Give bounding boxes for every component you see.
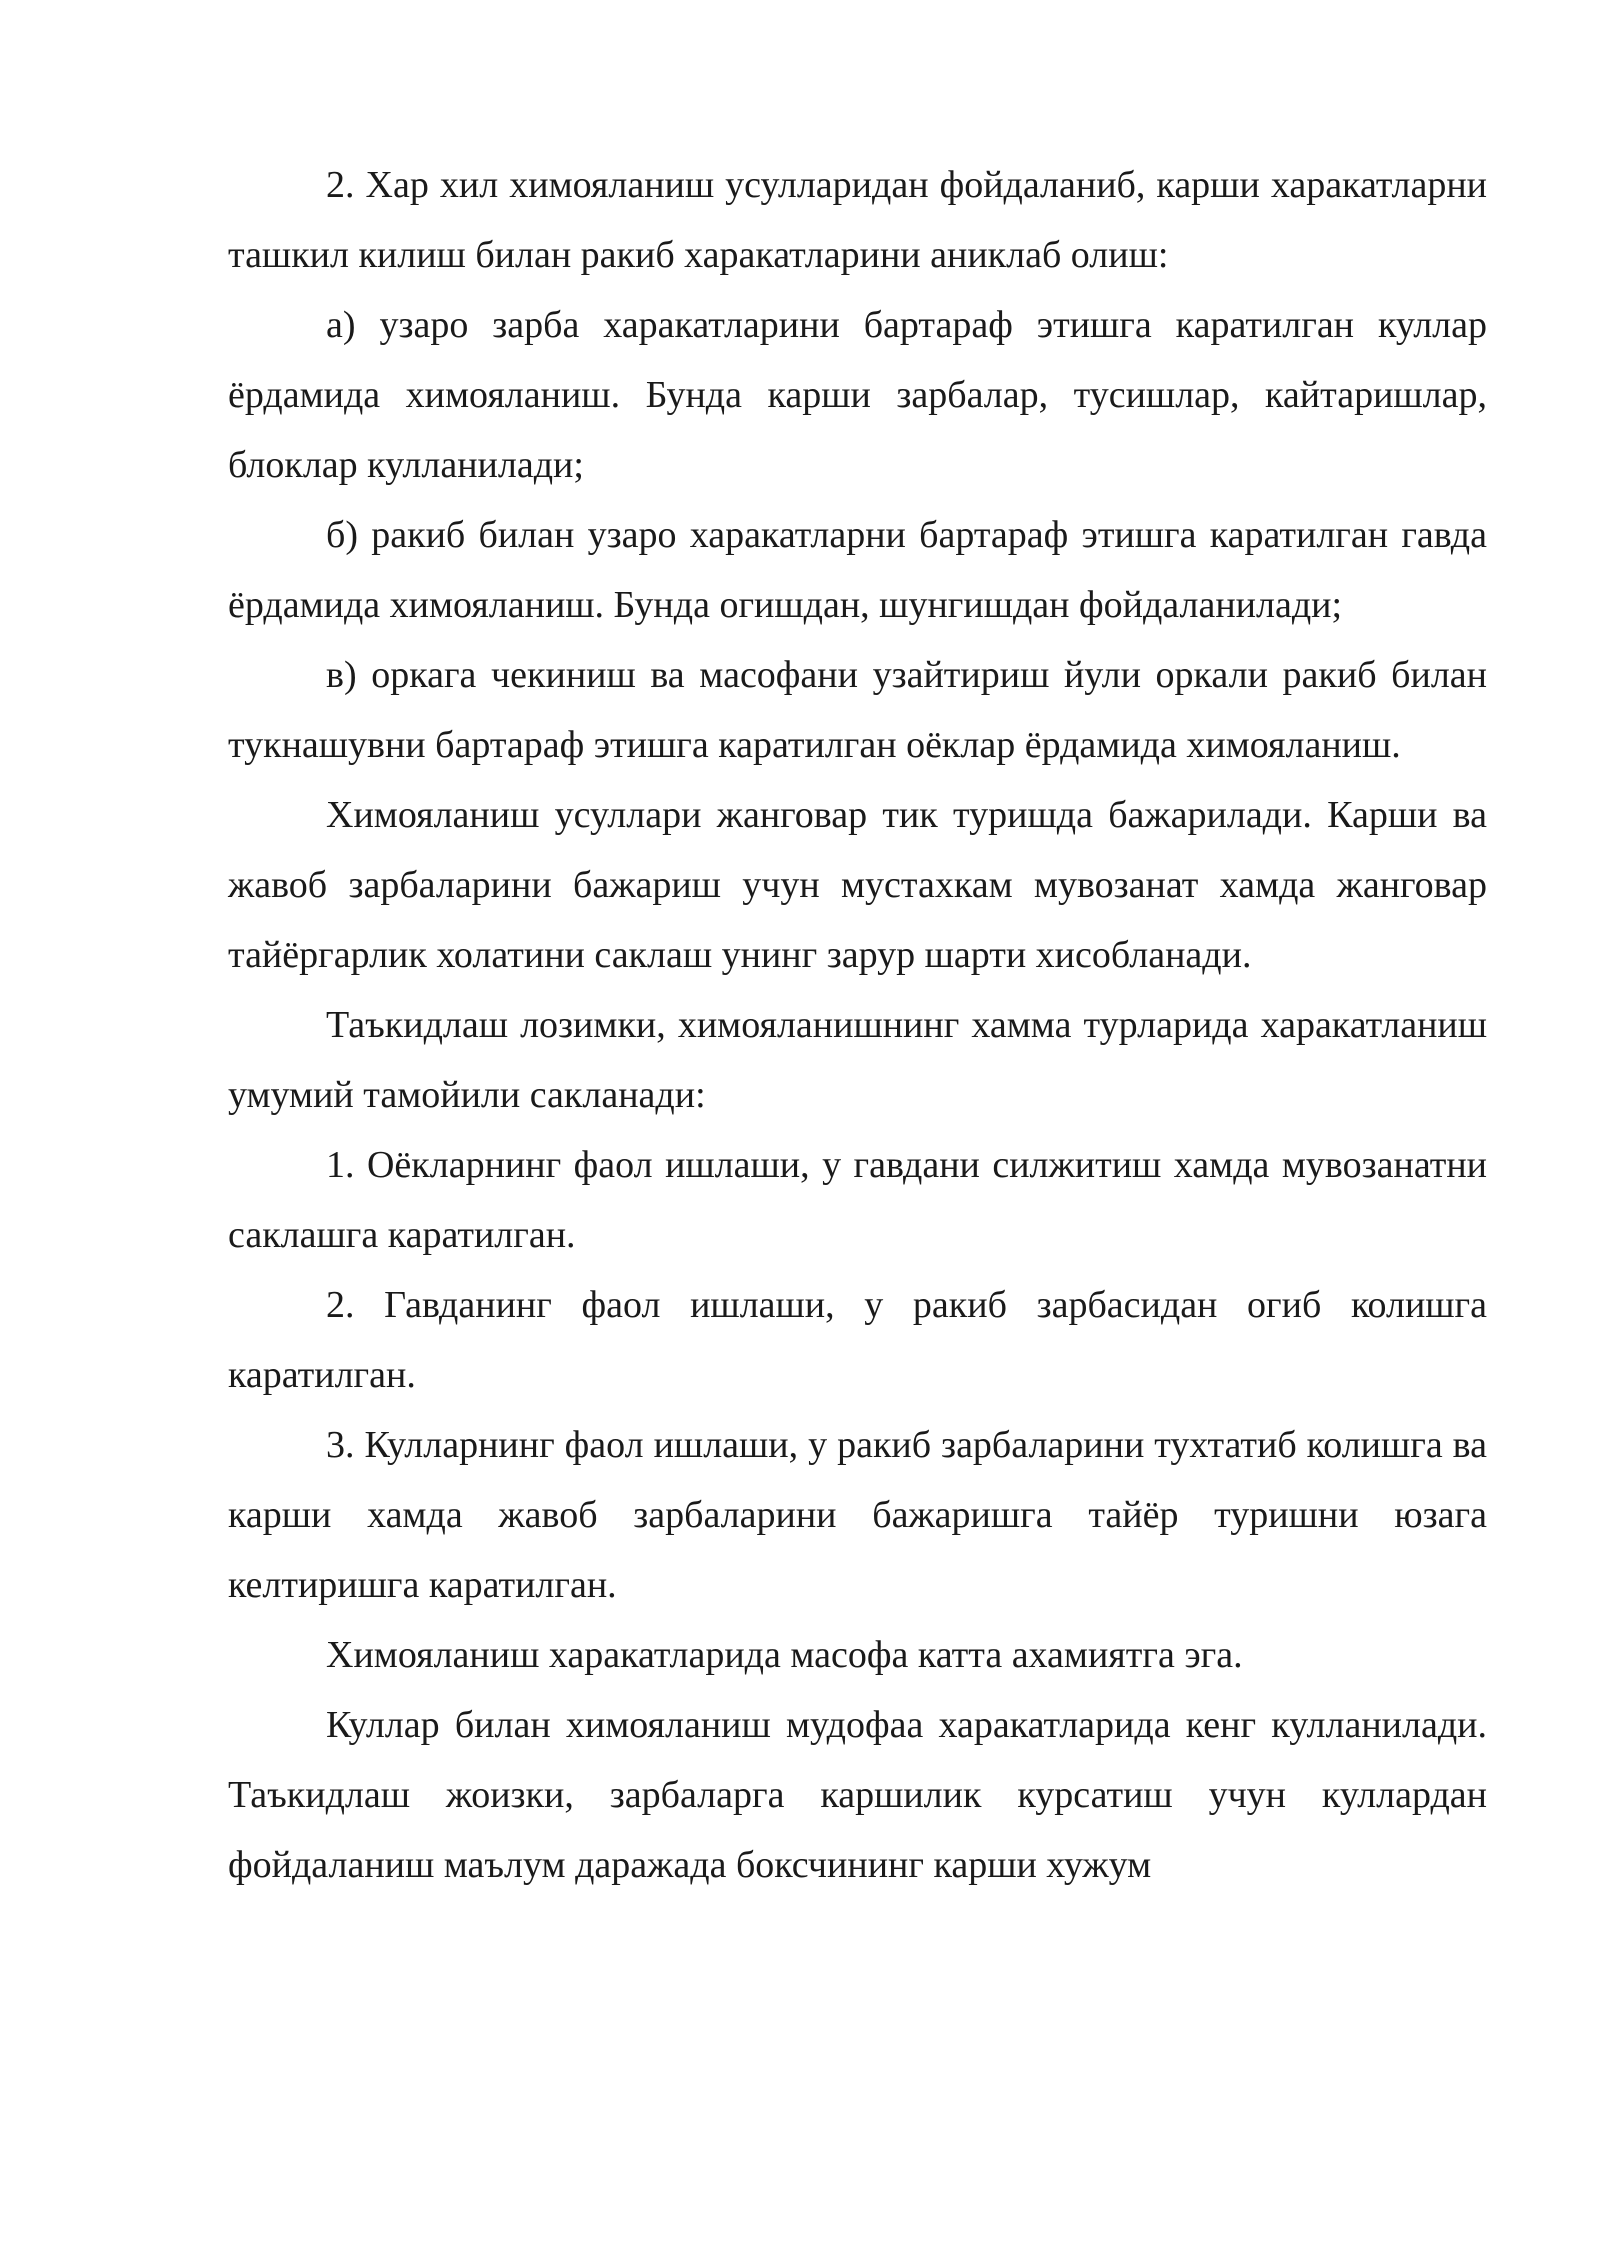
paragraph-distance: Химояланиш харакатларида масофа катта ахамиятга эга.: [326, 1634, 1243, 1676]
paragraph-hand-blocks: Куллар билан химояланиш мудофаа харакатларида кенг кулланилади. Таъкидлаш жоизки, зарбаларга каршилик курсатиш учун куллардан фойдаланиш маълум даражада боксчининг карши хужум: [228, 1704, 1487, 1886]
paragraph-combat-stance: Химояланиш усуллари жанговар тик туришда бажарилади. Карши ва жавоб зарбаларини бажариш учун мустахкам мувозанат хамда жанговар тайёргарлик холатини саклаш унинг зарур шарти хисобланади.: [228, 794, 1487, 976]
paragraph-body-defense: б) ракиб билан узаро харакатларни бартараф этишга каратилган гавда ёрдамида химояланиш. Бунда огишдан, шунгишдан фойдаланилади;: [228, 514, 1487, 626]
paragraph-leg-defense: в) оркага чекиниш ва масофани узайтириш йули оркали ракиб билан тукнашувни бартараф этишга каратилган оёклар ёрдамида химояланиш.: [228, 654, 1487, 766]
paragraph-defense-methods-intro: 2. Хар хил химояланиш усулларидан фойдаланиб, карши харакатларни ташкил килиш билан ракиб харакатларини аниклаб олиш:: [228, 164, 1487, 276]
paragraph-hand-defense: а) узаро зарба харакатларини бартараф этишга каратилган куллар ёрдамида химояланиш. Бунда карши зарбалар, тусишлар, кайтаришлар, блоклар кулланилади;: [228, 304, 1487, 486]
paragraph-general-principle: Таъкидлаш лозимки, химояланишнинг хамма турларида харакатланиш умумий тамойили сакланади:: [228, 1004, 1487, 1116]
paragraph-principle-body: 2. Гавданинг фаол ишлаши, у ракиб зарбасидан огиб колишга каратилган.: [228, 1284, 1487, 1396]
document-body: [228, 150, 1487, 1900]
paragraph-principle-legs: 1. Оёкларнинг фаол ишлаши, у гавдани силжитиш хамда мувозанатни саклашга каратилган.: [228, 1144, 1487, 1256]
paragraph-principle-hands: 3. Кулларнинг фаол ишлаши, у ракиб зарбаларини тухтатиб колишга ва карши хамда жавоб зарбаларини бажаришга тайёр туришни юзага келтиришга каратилган.: [228, 1424, 1487, 1606]
